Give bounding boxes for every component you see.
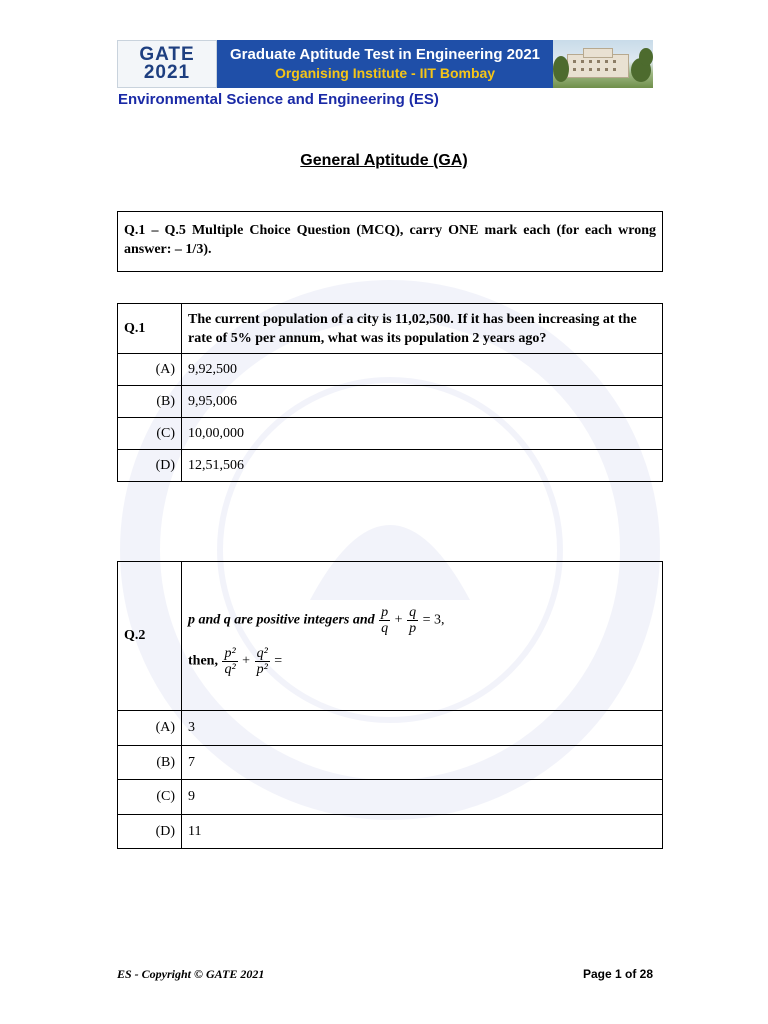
option-text: 7 — [182, 746, 663, 780]
option-label: (C) — [118, 418, 182, 450]
option-label: (B) — [118, 746, 182, 780]
equals-sign: = — [274, 653, 283, 669]
option-text: 9,92,500 — [182, 354, 663, 386]
banner-title: Graduate Aptitude Test in Engineering 2021 — [229, 46, 541, 63]
option-label: (C) — [118, 780, 182, 815]
option-row[interactable] — [118, 711, 663, 746]
instruction-box — [117, 211, 663, 272]
logo-text-line2: 2021 — [143, 62, 191, 83]
option-label: (B) — [118, 386, 182, 418]
section-title: General Aptitude (GA) — [300, 152, 468, 169]
option-row[interactable] — [118, 746, 663, 780]
option-text: 9 — [182, 780, 663, 815]
option-row[interactable] — [118, 450, 663, 482]
option-text: 9,95,006 — [182, 386, 663, 418]
question-stem — [182, 562, 663, 711]
plus-sign: + — [394, 612, 403, 628]
stem-line-2 — [188, 646, 656, 677]
option-label: (A) — [118, 354, 182, 386]
subject-heading: Environmental Science and Engineering (ES) — [118, 91, 439, 108]
campus-building-image — [553, 40, 653, 88]
question-number: Q.1 — [118, 304, 182, 354]
gate-banner — [117, 40, 653, 88]
question-table-q2 — [117, 561, 663, 849]
option-row[interactable] — [118, 780, 663, 815]
question-number: Q.2 — [118, 562, 182, 711]
option-row[interactable] — [118, 386, 663, 418]
question-stem: The current population of a city is 11,02,500. If it has been increasing at the rate of 5% per annum, what was its population 2 years ago? — [182, 304, 663, 354]
option-label: (A) — [118, 711, 182, 746]
banner-text-block — [217, 40, 553, 88]
option-label: (D) — [118, 450, 182, 482]
question-table-q1 — [117, 303, 663, 482]
plus-sign: + — [242, 653, 251, 669]
banner-subtitle: Organising Institute - IIT Bombay — [274, 65, 496, 81]
option-text: 11 — [182, 815, 663, 849]
stem-prefix: p and q are positive integers and — [188, 612, 375, 628]
stem-then: then, — [188, 653, 218, 669]
gate-logo — [117, 40, 217, 88]
stem-suffix: = 3, — [422, 612, 445, 628]
option-text: 3 — [182, 711, 663, 746]
option-row[interactable] — [118, 418, 663, 450]
footer-copyright: ES - Copyright © GATE 2021 — [117, 967, 265, 981]
fraction-q2-over-p2: $\frac{\text{q²}}{\text{p²}}$ — [256, 646, 268, 677]
option-text: 10,00,000 — [182, 418, 663, 450]
option-row[interactable] — [118, 815, 663, 849]
fraction-q-over-p: $\frac{q}{p}$ — [409, 605, 417, 636]
footer-page-number: Page 1 of 28 — [582, 967, 653, 981]
option-row[interactable] — [118, 354, 663, 386]
option-label: (D) — [118, 815, 182, 849]
logo-text-line1: GATE — [139, 44, 195, 65]
fraction-p-over-q: $\frac{p}{q}$ — [381, 605, 389, 636]
stem-line-1 — [188, 605, 656, 636]
instruction-text: Q.1 – Q.5 Multiple Choice Question (MCQ), carry ONE mark each (for each wrong answer: – 1/3). — [124, 223, 656, 257]
fraction-p2-over-q2: $\frac{\text{p²}}{\text{q²}}$ — [224, 646, 236, 677]
option-text: 12,51,506 — [182, 450, 663, 482]
